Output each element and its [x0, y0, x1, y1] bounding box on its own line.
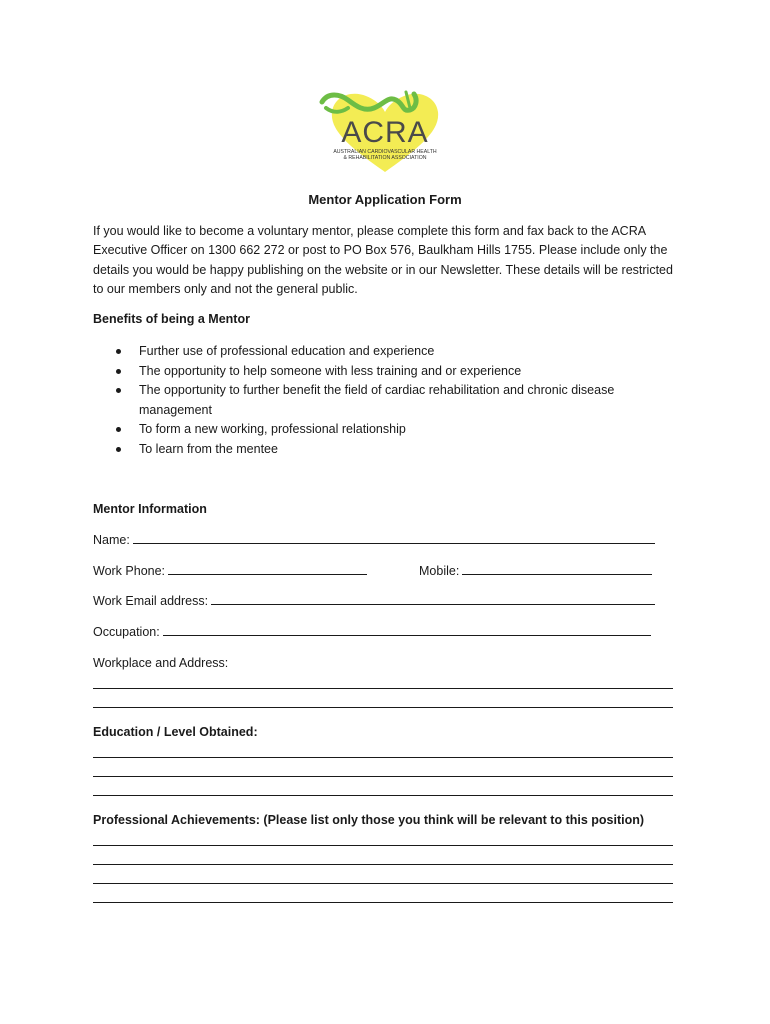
occupation-input[interactable]: [163, 623, 651, 636]
achievements-line-1[interactable]: [93, 845, 673, 846]
workplace-line-2[interactable]: [93, 707, 673, 708]
name-input[interactable]: [133, 531, 655, 544]
occupation-row: [93, 623, 651, 643]
list-item: To form a new working, professional relationship: [93, 420, 678, 440]
mobile-label: Mobile:: [419, 564, 460, 578]
achievements-heading: Professional Achievements: (Please list only those you think will be relevant to this position): [93, 813, 645, 827]
education-line-3[interactable]: [93, 795, 673, 796]
acra-logo: [318, 86, 452, 176]
list-item: Further use of professional education and experience: [93, 342, 678, 362]
work-email-input[interactable]: [211, 592, 655, 605]
workplace-label: Workplace and Address:: [93, 656, 229, 670]
list-item: The opportunity to help someone with less training and or experience: [93, 362, 678, 382]
achievements-line-2[interactable]: [93, 864, 673, 865]
benefits-list: [93, 342, 678, 459]
list-item: The opportunity to further benefit the field of cardiac rehabilitation and chronic disease management: [93, 381, 678, 420]
mobile-row: [419, 562, 652, 582]
work-phone-row: [93, 562, 367, 582]
work-email-row: [93, 592, 655, 612]
logo-acronym: ACRA: [341, 116, 429, 149]
benefits-heading: Benefits of being a Mentor: [93, 312, 250, 326]
acra-heart-logo-icon: [318, 86, 452, 176]
education-line-2[interactable]: [93, 776, 673, 777]
education-line-1[interactable]: [93, 757, 673, 758]
page-title: Mentor Application Form: [308, 192, 462, 207]
work-phone-input[interactable]: [168, 562, 367, 575]
work-phone-label: Work Phone:: [93, 564, 166, 578]
list-item: To learn from the mentee: [93, 440, 678, 460]
mentor-info-heading: Mentor Information: [93, 502, 207, 516]
mobile-input[interactable]: [462, 562, 652, 575]
name-label: Name:: [93, 533, 130, 547]
logo-line-2: & REHABILITATION ASSOCIATION: [343, 155, 427, 161]
workplace-line-1[interactable]: [93, 688, 673, 689]
achievements-line-4[interactable]: [93, 902, 673, 903]
work-email-label: Work Email address:: [93, 594, 209, 608]
occupation-label: Occupation:: [93, 625, 160, 639]
intro-paragraph: If you would like to become a voluntary mentor, please complete this form and fax back to the ACRA Executive Officer on 1300 662 272 or post to PO Box 576, Baulkham Hills 1755. Please include only the details you would be happy publishing on the website or in our Newsletter. These details will be restricted to our members only and not the general public.: [93, 224, 673, 296]
education-heading: Education / Level Obtained:: [93, 725, 258, 739]
name-row: [93, 531, 655, 551]
achievements-line-3[interactable]: [93, 883, 673, 884]
logo-line-1: AUSTRALIAN CARDIOVASCULAR HEALTH: [333, 149, 437, 155]
